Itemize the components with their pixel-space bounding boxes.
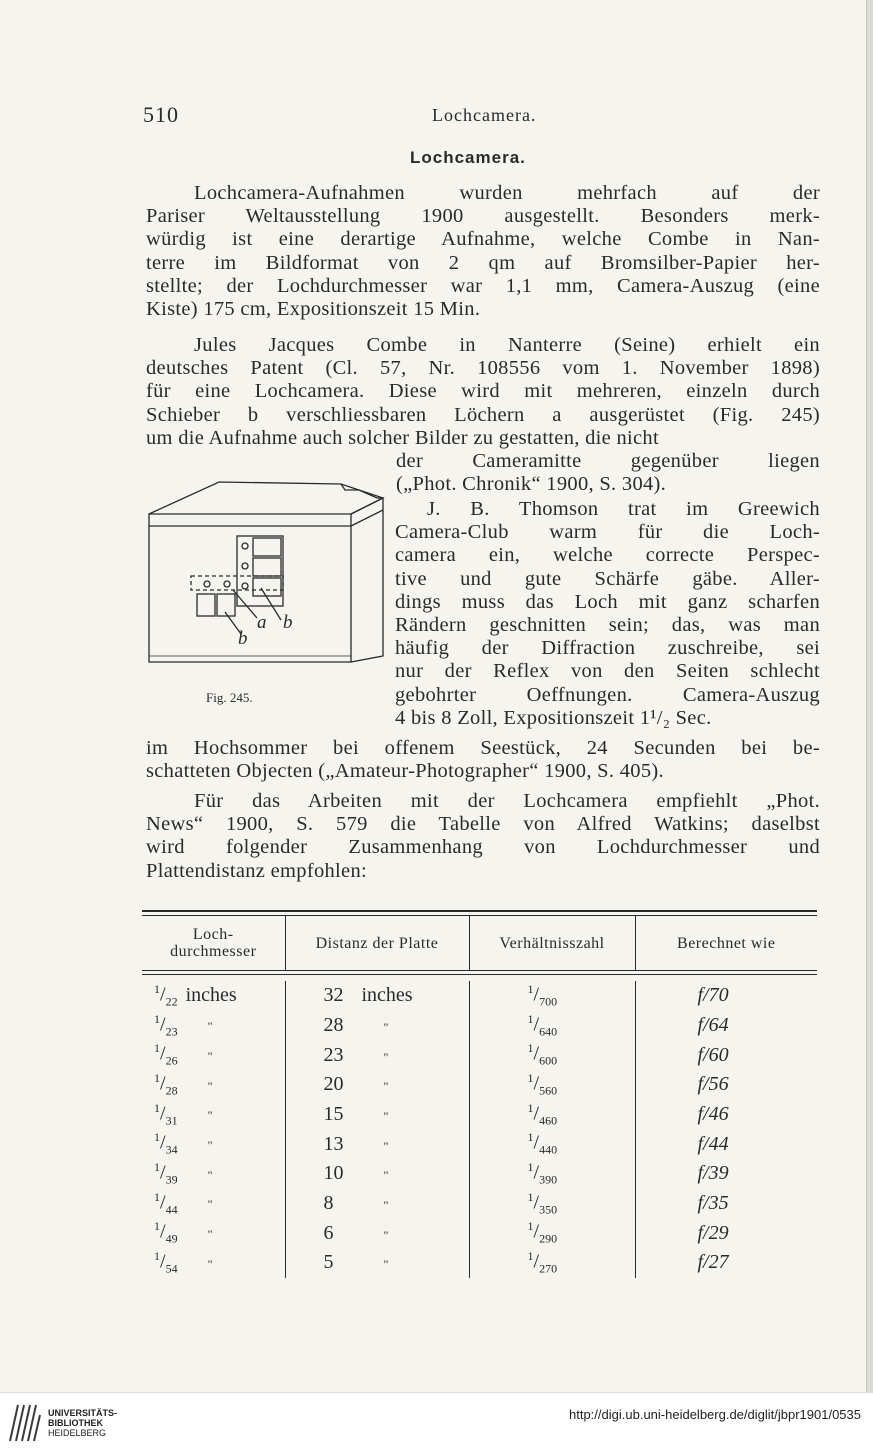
ratio-denominator: 560 [539,1083,558,1098]
hole-denominator: 54 [165,1261,178,1276]
f-number: f/70 [697,984,729,1007]
text-line: Für das Arbeiten mit der Lochcamera empfiehlt „Phot. [194,790,820,812]
column-header: Distanz der Platte [285,916,469,970]
ratio-denominator: 600 [539,1053,558,1068]
text-line: gebohrter Oeffnungen. Camera-Auszug [395,683,820,706]
distance-unit: " [383,1197,389,1212]
ratio-denominator: 270 [539,1261,558,1276]
library-name-line2: BIBLIOTHEK [48,1418,103,1428]
distance-unit: " [383,1108,389,1123]
text-line: stellte; der Lochdurchmesser war 1,1 mm, Camera-Auszug (eine [146,274,820,297]
hole-denominator: 28 [165,1083,178,1098]
figure-label-b: b [283,612,293,633]
figure-label-a: a [257,612,267,633]
hole-denominator: 31 [165,1113,178,1128]
text-line: nur der Reflex von den Seiten schlecht [395,660,820,683]
hole-denominator: 34 [165,1142,178,1157]
text-line: schatteten Objecten („Amateur-Photographer“ 1900, S. 405). [146,760,664,783]
figure-label-b: b [238,628,248,649]
hole-unit: " [207,1048,213,1063]
text-line: 4 bis 8 Zoll, Expositionszeit 1¹/₂ Sec. [395,706,712,729]
figure-caption: Fig. 245. [206,690,253,705]
text-line: für eine Lochcamera. Diese wird mit mehreren, einzeln durch [146,380,820,403]
pinhole [224,581,230,587]
column-header: Berechnet wie [677,934,776,952]
library-name-line1: UNIVERSITÄTS- [48,1408,118,1418]
text-line: News“ 1900, S. 579 die Tabelle von Alfred Watkins; daselbst [146,813,820,836]
text-line: wird folgender Zusammenhang von Lochdurchmesser und [146,836,820,859]
pinhole [242,543,248,549]
f-number: f/29 [697,1221,729,1244]
text-line: Pariser Weltausstellung 1900 ausgestellt. Besonders merk- [146,205,820,228]
pinhole [242,563,248,569]
hole-unit: " [207,1019,213,1034]
table-row: $^1/_{28}$ " 20 " $^1/_{560}$ f/56 [142,1070,817,1100]
f-number: f/60 [697,1043,729,1066]
figure-245 [145,478,385,668]
plate-distance: 23 [323,1043,344,1066]
distance-unit: " [383,1168,389,1183]
ratio-denominator: 350 [539,1202,558,1217]
table-row: $^1/_{31}$ " 15 " $^1/_{460}$ f/46 [142,1100,817,1130]
text-line: Camera-Club warm für die Loch- [395,521,820,544]
ratio-denominator: 440 [539,1142,558,1157]
text-line: Schieber b verschliessbaren Löchern a ausgerüstet (Fig. 245) [146,403,820,426]
hole-unit: " [207,1167,213,1182]
hole-unit: " [207,1078,213,1093]
table-row: $^1/_{49}$ " 6 " $^1/_{290}$ f/29 [142,1218,817,1248]
f-number: f/64 [697,1013,729,1036]
text-line: Kiste) 175 cm, Expositionszeit 15 Min. [146,298,481,320]
distance-unit: " [383,1138,389,1153]
distance-unit: " [383,1257,389,1272]
table-row: $^1/_{44}$ " 8 " $^1/_{350}$ f/35 [142,1189,817,1219]
hole-denominator: 26 [165,1053,178,1068]
shutter-slot [253,578,281,596]
library-name-line3: HEIDELBERG [48,1428,107,1438]
f-number: f/39 [697,1162,729,1185]
column-header: Verhältnisszahl [469,916,635,970]
table-row: $^1/_{54}$ " 5 " $^1/_{270}$ f/27 [142,1248,817,1278]
running-head: Lochcamera. [432,105,537,125]
hole-unit: " [207,1197,213,1212]
text-line: Rändern geschnitten sein; das, was man [395,614,820,636]
plate-distance: 5 [323,1251,334,1274]
table-row: $^1/_{23}$ " 28 " $^1/_{640}$ f/64 [142,1011,817,1041]
table-row: $^1/_{34}$ " 13 " $^1/_{440}$ f/44 [142,1129,817,1159]
hole-unit: inches [185,983,237,1006]
plate-distance: 32 [323,984,344,1007]
f-number: f/44 [697,1132,729,1155]
distance-unit: inches [361,984,413,1007]
ratio-denominator: 290 [539,1231,558,1246]
shutter-slot [253,538,281,556]
hole-denominator: 23 [165,1024,178,1039]
distance-unit: " [383,1079,389,1094]
hole-table [142,910,817,1278]
shutter-slot [197,594,215,616]
camera-box-drawing [145,478,385,668]
plate-distance: 8 [323,1191,334,1214]
text-line: Lochcamera-Aufnahmen wurden mehrfach auf der [194,182,820,204]
text-line: deutsches Patent (Cl. 57, Nr. 108556 vom 1. November 1898) [146,357,820,380]
footer-bar [0,1392,873,1456]
f-number: f/46 [697,1102,729,1125]
pinhole [204,581,210,587]
hole-unit: " [207,1256,213,1271]
page-number: 510 [143,102,179,127]
text-line: camera ein, welche correcte Perspec- [395,544,820,567]
plate-distance: 10 [323,1162,344,1185]
text-line: tive und gute Schärfe gäbe. Aller- [395,567,820,590]
section-title: Lochcamera. [410,148,526,167]
text-line: („Phot. Chronik“ 1900, S. 304). [396,473,667,496]
plate-distance: 6 [323,1221,334,1244]
f-number: f/56 [697,1073,729,1096]
plate-distance: 15 [323,1102,344,1125]
table-row: $^1/_{26}$ " 23 " $^1/_{600}$ f/60 [142,1040,817,1070]
ratio-denominator: 390 [539,1172,558,1187]
hole-unit: " [207,1137,213,1152]
hole-denominator: 22 [165,994,178,1009]
text-line: um die Aufnahme auch solcher Bilder zu gestatten, die nicht [146,426,659,449]
text-line: häufig der Diffraction zuschreibe, sei [395,637,820,660]
hole-unit: " [207,1108,213,1123]
text-line: im Hochsommer bei offenem Seestück, 24 Secunden bei be- [146,737,820,759]
ratio-denominator: 700 [539,994,558,1009]
column-header: Loch- durchmesser [142,916,285,970]
shutter-slot [253,558,281,576]
table-row: $^1/_{39}$ " 10 " $^1/_{390}$ f/39 [142,1159,817,1189]
hole-unit: " [207,1226,213,1241]
text-line: der Cameramitte gegenüber liegen [396,450,820,472]
plate-distance: 20 [323,1073,344,1096]
text-line: Jules Jacques Combe in Nanterre (Seine) erhielt ein [194,334,820,356]
f-number: f/27 [697,1251,729,1274]
pinhole [242,583,248,589]
text-line: dings muss das Loch mit ganz scharfen [395,590,820,613]
table-row: $^1/_{22}$ inches 32 inches $^1/_{700}$ f/70 [142,981,817,1011]
hole-denominator: 49 [165,1231,178,1246]
hole-denominator: 39 [165,1172,178,1187]
library-logo-icon [8,1403,42,1443]
ratio-denominator: 460 [539,1113,558,1128]
ratio-denominator: 640 [539,1024,558,1039]
distance-unit: " [383,1019,389,1034]
plate-distance: 28 [323,1013,344,1036]
distance-unit: " [383,1227,389,1242]
source-url[interactable]: http://digi.ub.uni-heidelberg.de/diglit/jbpr1901/0535 [569,1407,861,1422]
hole-denominator: 44 [165,1202,178,1217]
text-line: terre im Bildformat von 2 qm auf Bromsilber-Papier her- [146,251,820,274]
text-line: würdig ist eine derartige Aufnahme, welche Combe in Nan- [146,228,820,251]
plate-distance: 13 [323,1132,344,1155]
text-line: Plattendistanz empfohlen: [146,859,367,882]
text-line: J. B. Thomson trat im Greewich [427,498,820,520]
distance-unit: " [383,1049,389,1064]
f-number: f/35 [697,1191,729,1214]
